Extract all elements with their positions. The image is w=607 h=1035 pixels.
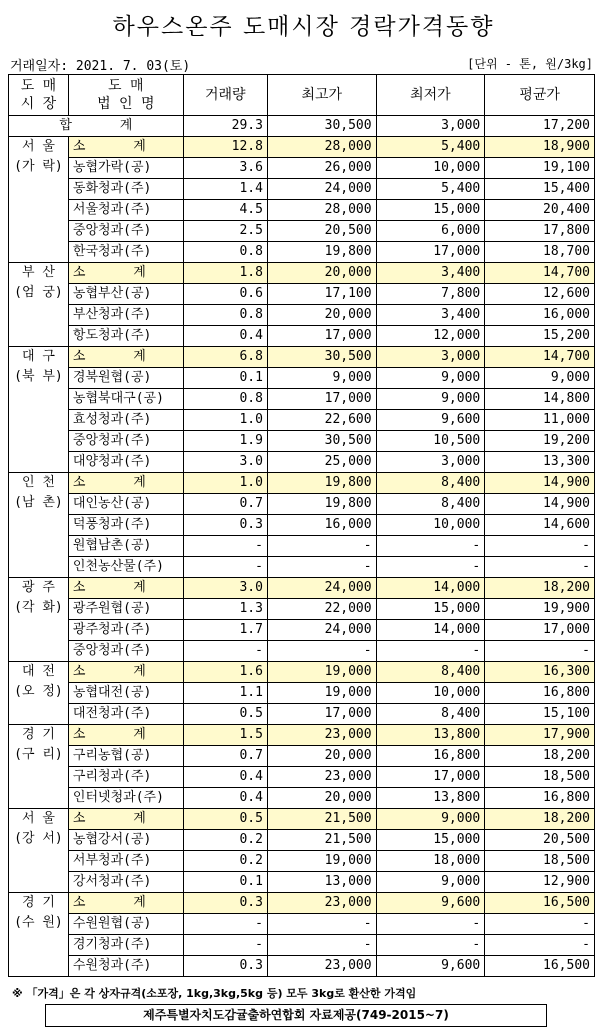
avg-price-cell: 16,300: [485, 662, 595, 683]
max-price-cell: 28,000: [267, 137, 376, 158]
source-footer: 제주특별자치도감귤출하연합회 자료제공(749-2015~7): [45, 1004, 547, 1027]
min-price-cell: 8,400: [376, 494, 485, 515]
avg-price-cell: 11,000: [485, 410, 595, 431]
table-row: [9, 599, 595, 620]
min-price-cell: 13,800: [376, 725, 485, 746]
avg-price-cell: 17,000: [485, 620, 595, 641]
corp-name: 농협가락(공): [68, 158, 183, 179]
header-market: 도 매 시 장: [9, 75, 69, 116]
corp-name: 소 계: [68, 137, 183, 158]
min-price-cell: 9,000: [376, 389, 485, 410]
avg-price-cell: 18,200: [485, 578, 595, 599]
table-row: [9, 410, 595, 431]
volume-cell: 0.4: [183, 788, 267, 809]
max-price-cell: 19,800: [267, 242, 376, 263]
page-title: 하우스온주 도매시장 경락가격동향: [112, 14, 495, 40]
table-row: [9, 641, 595, 662]
max-price-cell: 21,500: [267, 830, 376, 851]
min-price-cell: 17,000: [376, 767, 485, 788]
min-price-cell: 10,000: [376, 158, 485, 179]
avg-price-cell: 16,000: [485, 305, 595, 326]
table-row: [9, 620, 595, 641]
min-price-cell: 5,400: [376, 179, 485, 200]
max-price-cell: 17,000: [267, 704, 376, 725]
market-name: 서 울 (가 락): [9, 137, 69, 263]
avg-price-cell: 14,900: [485, 494, 595, 515]
avg-price-cell: 20,500: [485, 830, 595, 851]
avg-price-cell: 16,800: [485, 683, 595, 704]
table-row: [9, 515, 595, 536]
table-row: [9, 851, 595, 872]
min-price-cell: -: [376, 557, 485, 578]
market-name: 서 울 (강 서): [9, 809, 69, 893]
corp-name: 소 계: [68, 662, 183, 683]
volume-cell: 3.0: [183, 578, 267, 599]
table-row: [9, 305, 595, 326]
avg-price-cell: 18,700: [485, 242, 595, 263]
max-price-cell: 25,000: [267, 452, 376, 473]
avg-price-cell: 12,900: [485, 872, 595, 893]
corp-name: 서울청과(주): [68, 200, 183, 221]
corp-name: 소 계: [68, 347, 183, 368]
max-price-cell: -: [267, 914, 376, 935]
min-price-cell: 12,000: [376, 326, 485, 347]
min-price-cell: 9,600: [376, 893, 485, 914]
table-row: [9, 956, 595, 977]
table-row: [9, 389, 595, 410]
table-row: [9, 872, 595, 893]
corp-name: 인천농산물(주): [68, 557, 183, 578]
table-row: [9, 221, 595, 242]
volume-cell: 0.2: [183, 851, 267, 872]
volume-cell: -: [183, 536, 267, 557]
total-avg: 17,200: [485, 116, 595, 137]
volume-cell: 0.8: [183, 389, 267, 410]
subtotal-row: [9, 137, 595, 158]
min-price-cell: 14,000: [376, 578, 485, 599]
min-price-cell: 15,000: [376, 830, 485, 851]
max-price-cell: 30,500: [267, 347, 376, 368]
volume-cell: 2.5: [183, 221, 267, 242]
corp-name: 농협강서(공): [68, 830, 183, 851]
corp-name: 대인농산(공): [68, 494, 183, 515]
max-price-cell: 24,000: [267, 578, 376, 599]
max-price-cell: 23,000: [267, 725, 376, 746]
avg-price-cell: -: [485, 641, 595, 662]
min-price-cell: 8,400: [376, 662, 485, 683]
volume-cell: 0.1: [183, 872, 267, 893]
avg-price-cell: 18,200: [485, 809, 595, 830]
market-name: 부 산 (엄 궁): [9, 263, 69, 347]
header-avg: 평균가: [485, 75, 595, 116]
max-price-cell: 26,000: [267, 158, 376, 179]
min-price-cell: 3,000: [376, 347, 485, 368]
volume-cell: 0.8: [183, 305, 267, 326]
table-row: [9, 326, 595, 347]
max-price-cell: 23,000: [267, 767, 376, 788]
table-row: [9, 431, 595, 452]
corp-name: 소 계: [68, 473, 183, 494]
avg-price-cell: 15,200: [485, 326, 595, 347]
header-corp: 도 매 법 인 명: [68, 75, 183, 116]
avg-price-cell: 14,800: [485, 389, 595, 410]
corp-name: 소 계: [68, 809, 183, 830]
max-price-cell: 9,000: [267, 368, 376, 389]
market-name: 경 기 (수 원): [9, 893, 69, 977]
total-max: 30,500: [267, 116, 376, 137]
max-price-cell: 20,500: [267, 221, 376, 242]
corp-name: 수원청과(주): [68, 956, 183, 977]
price-table: [8, 74, 595, 977]
avg-price-cell: -: [485, 557, 595, 578]
volume-cell: 1.0: [183, 410, 267, 431]
avg-price-cell: 15,400: [485, 179, 595, 200]
min-price-cell: -: [376, 935, 485, 956]
volume-cell: -: [183, 935, 267, 956]
max-price-cell: 20,000: [267, 788, 376, 809]
avg-price-cell: 13,300: [485, 452, 595, 473]
corp-name: 중앙청과(주): [68, 431, 183, 452]
avg-price-cell: -: [485, 914, 595, 935]
volume-cell: -: [183, 914, 267, 935]
volume-cell: -: [183, 641, 267, 662]
volume-cell: 0.4: [183, 767, 267, 788]
table-row: [9, 179, 595, 200]
avg-price-cell: -: [485, 536, 595, 557]
avg-price-cell: 12,600: [485, 284, 595, 305]
min-price-cell: -: [376, 914, 485, 935]
max-price-cell: 17,100: [267, 284, 376, 305]
min-price-cell: 7,800: [376, 284, 485, 305]
avg-price-cell: 19,900: [485, 599, 595, 620]
max-price-cell: 19,800: [267, 473, 376, 494]
corp-name: 항도청과(주): [68, 326, 183, 347]
max-price-cell: 20,000: [267, 305, 376, 326]
table-row: [9, 935, 595, 956]
subtotal-row: [9, 893, 595, 914]
corp-name: 소 계: [68, 893, 183, 914]
volume-cell: 1.7: [183, 620, 267, 641]
volume-cell: 0.2: [183, 830, 267, 851]
subtotal-row: [9, 347, 595, 368]
min-price-cell: 17,000: [376, 242, 485, 263]
volume-cell: 3.6: [183, 158, 267, 179]
max-price-cell: 23,000: [267, 893, 376, 914]
min-price-cell: 9,000: [376, 368, 485, 389]
table-row: [9, 536, 595, 557]
header-volume: 거래량: [183, 75, 267, 116]
volume-cell: 1.0: [183, 473, 267, 494]
market-name: 경 기 (구 리): [9, 725, 69, 809]
corp-name: 경북원협(공): [68, 368, 183, 389]
avg-price-cell: 14,900: [485, 473, 595, 494]
subtotal-row: [9, 662, 595, 683]
volume-cell: 0.6: [183, 284, 267, 305]
avg-price-cell: 9,000: [485, 368, 595, 389]
market-name: 대 전 (오 정): [9, 662, 69, 725]
market-name: 광 주 (각 화): [9, 578, 69, 662]
volume-cell: -: [183, 557, 267, 578]
corp-name: 농협대전(공): [68, 683, 183, 704]
total-row: [9, 116, 595, 137]
table-row: [9, 452, 595, 473]
header-min: 최저가: [376, 75, 485, 116]
subtotal-row: [9, 725, 595, 746]
max-price-cell: 24,000: [267, 620, 376, 641]
min-price-cell: 3,400: [376, 263, 485, 284]
corp-name: 소 계: [68, 725, 183, 746]
corp-name: 수원원협(공): [68, 914, 183, 935]
header-max: 최고가: [267, 75, 376, 116]
avg-price-cell: 18,900: [485, 137, 595, 158]
volume-cell: 0.4: [183, 326, 267, 347]
avg-price-cell: 17,900: [485, 725, 595, 746]
volume-cell: 4.5: [183, 200, 267, 221]
corp-name: 원협남촌(공): [68, 536, 183, 557]
avg-price-cell: 16,500: [485, 956, 595, 977]
table-row: [9, 788, 595, 809]
volume-cell: 0.8: [183, 242, 267, 263]
min-price-cell: 9,000: [376, 872, 485, 893]
volume-cell: 0.5: [183, 704, 267, 725]
avg-price-cell: 16,800: [485, 788, 595, 809]
corp-name: 경기청과(주): [68, 935, 183, 956]
corp-name: 농협부산(공): [68, 284, 183, 305]
min-price-cell: 13,800: [376, 788, 485, 809]
corp-name: 서부청과(주): [68, 851, 183, 872]
min-price-cell: 10,000: [376, 683, 485, 704]
min-price-cell: 8,400: [376, 473, 485, 494]
price-note: ※ 「가격」은 각 상자규격(소포장, 1kg,3kg,5kg 등) 모두 3kg로 환산한 가격임: [12, 987, 417, 1000]
corp-name: 광주청과(주): [68, 620, 183, 641]
volume-cell: 1.9: [183, 431, 267, 452]
corp-name: 부산청과(주): [68, 305, 183, 326]
min-price-cell: 9,000: [376, 809, 485, 830]
avg-price-cell: 19,100: [485, 158, 595, 179]
volume-cell: 1.5: [183, 725, 267, 746]
volume-cell: 0.5: [183, 809, 267, 830]
corp-name: 인터넷청과(주): [68, 788, 183, 809]
max-price-cell: 21,500: [267, 809, 376, 830]
subtotal-row: [9, 263, 595, 284]
corp-name: 중앙청과(주): [68, 641, 183, 662]
avg-price-cell: 18,500: [485, 767, 595, 788]
max-price-cell: 23,000: [267, 956, 376, 977]
market-name: 인 천 (남 촌): [9, 473, 69, 578]
corp-name: 덕풍청과(주): [68, 515, 183, 536]
table-row: [9, 557, 595, 578]
volume-cell: 12.8: [183, 137, 267, 158]
volume-cell: 1.3: [183, 599, 267, 620]
unit-label: [단위 - 톤, 원/3kg]: [467, 57, 593, 71]
total-volume: 29.3: [183, 116, 267, 137]
table-row: [9, 914, 595, 935]
min-price-cell: -: [376, 641, 485, 662]
min-price-cell: 14,000: [376, 620, 485, 641]
corp-name: 동화청과(주): [68, 179, 183, 200]
volume-cell: 0.7: [183, 494, 267, 515]
max-price-cell: -: [267, 641, 376, 662]
max-price-cell: 22,000: [267, 599, 376, 620]
avg-price-cell: 15,100: [485, 704, 595, 725]
table-row: [9, 242, 595, 263]
table-row: [9, 746, 595, 767]
avg-price-cell: 16,500: [485, 893, 595, 914]
corp-name: 광주원협(공): [68, 599, 183, 620]
max-price-cell: -: [267, 935, 376, 956]
max-price-cell: 24,000: [267, 179, 376, 200]
corp-name: 농협북대구(공): [68, 389, 183, 410]
volume-cell: 0.3: [183, 956, 267, 977]
avg-price-cell: 17,800: [485, 221, 595, 242]
market-name: 대 구 (북 부): [9, 347, 69, 473]
table-row: [9, 368, 595, 389]
avg-price-cell: -: [485, 935, 595, 956]
min-price-cell: 15,000: [376, 599, 485, 620]
corp-name: 소 계: [68, 578, 183, 599]
corp-name: 구리농협(공): [68, 746, 183, 767]
total-label: 합 계: [9, 116, 184, 137]
total-min: 3,000: [376, 116, 485, 137]
max-price-cell: 19,800: [267, 494, 376, 515]
table-row: [9, 683, 595, 704]
volume-cell: 1.6: [183, 662, 267, 683]
table-row: [9, 284, 595, 305]
table-row: [9, 704, 595, 725]
max-price-cell: 30,500: [267, 431, 376, 452]
table-row: [9, 830, 595, 851]
max-price-cell: 16,000: [267, 515, 376, 536]
max-price-cell: 17,000: [267, 389, 376, 410]
min-price-cell: 10,000: [376, 515, 485, 536]
avg-price-cell: 14,600: [485, 515, 595, 536]
corp-name: 대양청과(주): [68, 452, 183, 473]
avg-price-cell: 19,200: [485, 431, 595, 452]
max-price-cell: 17,000: [267, 326, 376, 347]
table-row: [9, 494, 595, 515]
table-row: [9, 200, 595, 221]
max-price-cell: 13,000: [267, 872, 376, 893]
subtotal-row: [9, 578, 595, 599]
min-price-cell: 18,000: [376, 851, 485, 872]
min-price-cell: 8,400: [376, 704, 485, 725]
max-price-cell: 19,000: [267, 662, 376, 683]
min-price-cell: 16,800: [376, 746, 485, 767]
volume-cell: 0.1: [183, 368, 267, 389]
header-row: [9, 75, 595, 116]
corp-name: 중앙청과(주): [68, 221, 183, 242]
min-price-cell: 6,000: [376, 221, 485, 242]
min-price-cell: 10,500: [376, 431, 485, 452]
corp-name: 효성청과(주): [68, 410, 183, 431]
volume-cell: 1.4: [183, 179, 267, 200]
subtotal-row: [9, 809, 595, 830]
max-price-cell: -: [267, 557, 376, 578]
corp-name: 한국청과(주): [68, 242, 183, 263]
min-price-cell: 3,400: [376, 305, 485, 326]
max-price-cell: 19,000: [267, 851, 376, 872]
avg-price-cell: 20,400: [485, 200, 595, 221]
corp-name: 대전청과(주): [68, 704, 183, 725]
max-price-cell: 20,000: [267, 746, 376, 767]
corp-name: 구리청과(주): [68, 767, 183, 788]
min-price-cell: 9,600: [376, 410, 485, 431]
max-price-cell: 22,600: [267, 410, 376, 431]
volume-cell: 6.8: [183, 347, 267, 368]
corp-name: 소 계: [68, 263, 183, 284]
avg-price-cell: 14,700: [485, 347, 595, 368]
volume-cell: 1.1: [183, 683, 267, 704]
corp-name: 강서청과(주): [68, 872, 183, 893]
subtotal-row: [9, 473, 595, 494]
avg-price-cell: 18,200: [485, 746, 595, 767]
max-price-cell: -: [267, 536, 376, 557]
volume-cell: 0.3: [183, 893, 267, 914]
min-price-cell: -: [376, 536, 485, 557]
min-price-cell: 3,000: [376, 452, 485, 473]
max-price-cell: 28,000: [267, 200, 376, 221]
volume-cell: 1.8: [183, 263, 267, 284]
table-row: [9, 767, 595, 788]
max-price-cell: 19,000: [267, 683, 376, 704]
trade-date: 거래일자: 2021. 7. 03(토): [10, 59, 191, 74]
volume-cell: 0.7: [183, 746, 267, 767]
table-row: [9, 158, 595, 179]
avg-price-cell: 18,500: [485, 851, 595, 872]
volume-cell: 0.3: [183, 515, 267, 536]
min-price-cell: 9,600: [376, 956, 485, 977]
volume-cell: 3.0: [183, 452, 267, 473]
avg-price-cell: 14,700: [485, 263, 595, 284]
min-price-cell: 5,400: [376, 137, 485, 158]
min-price-cell: 15,000: [376, 200, 485, 221]
max-price-cell: 20,000: [267, 263, 376, 284]
